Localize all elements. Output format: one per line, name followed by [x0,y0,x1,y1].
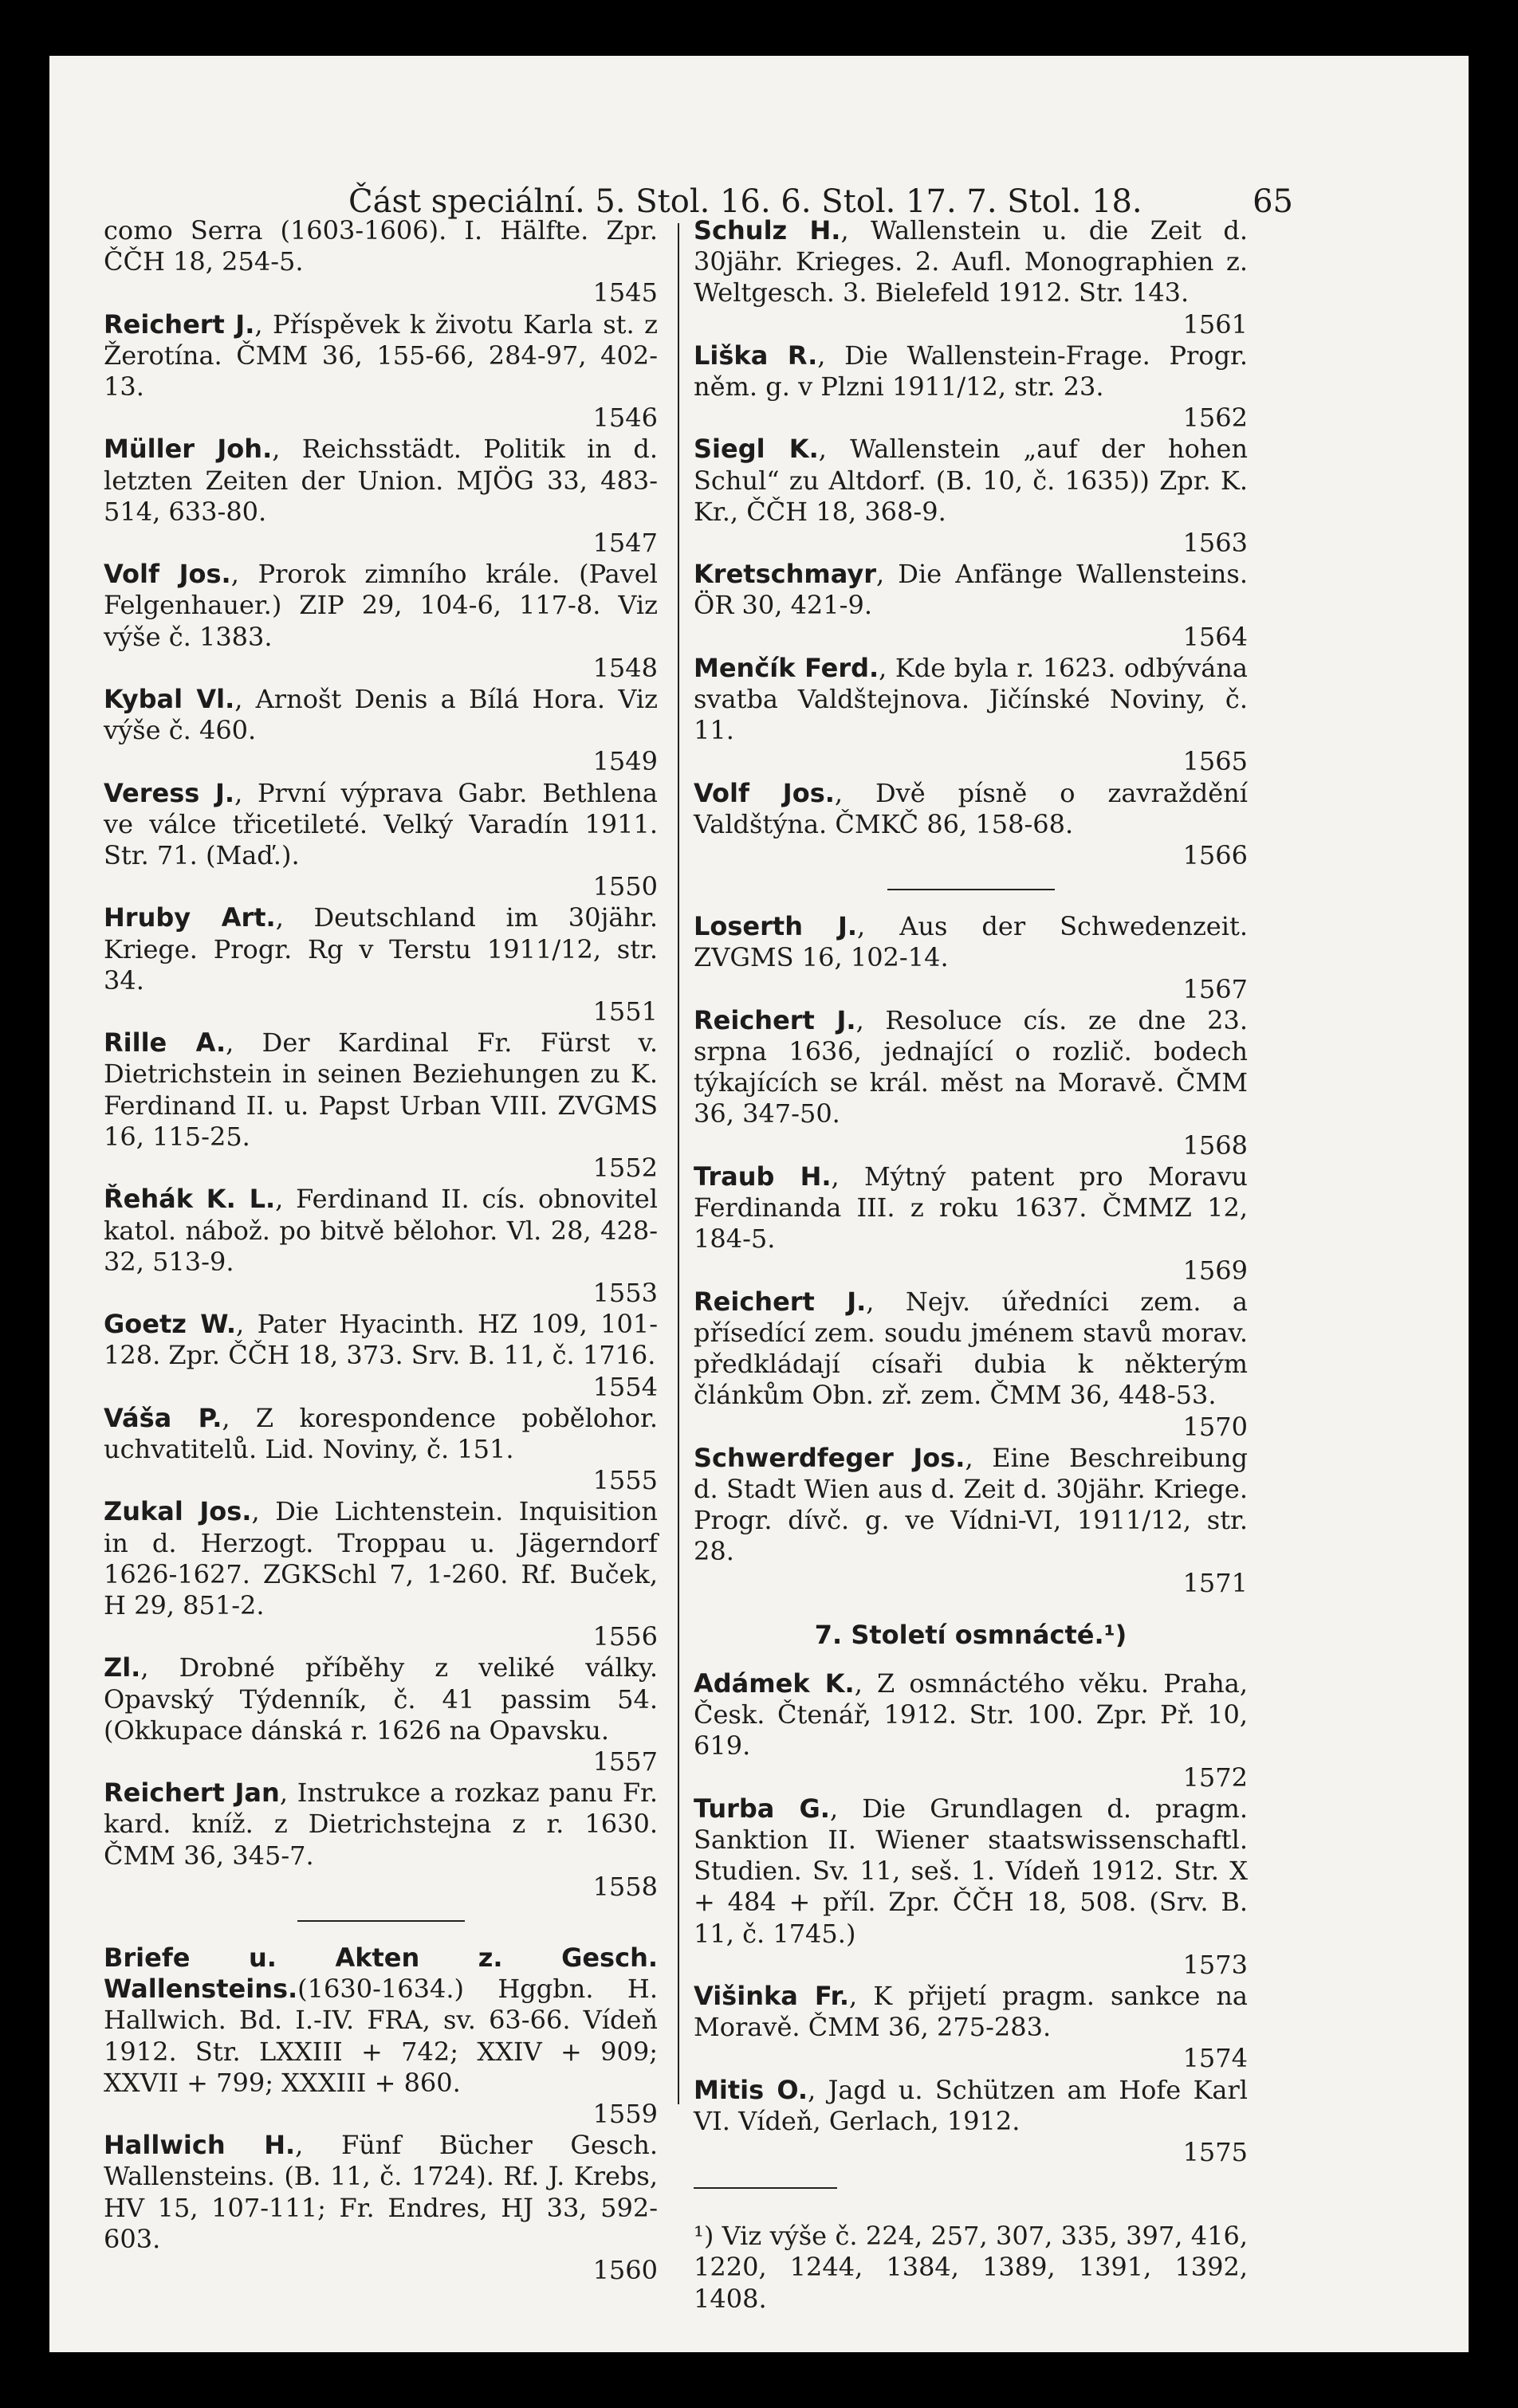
author-name: Hallwich H. [104,2130,296,2161]
entry-1570: Reichert J., Nejv. úředníci zem. a přísedící zem. soudu jménem stavů morav. předkládají císaři dubia k některým článkům Obn. zř. zem. ČMM 36, 448-53. 1570 [694,1286,1249,1442]
footnote: ¹) Viz výše č. 224, 257, 307, 335, 397, 416, 1220, 1244, 1384, 1389, 1391, 1392, 1408. [694,2221,1248,2314]
author-name: Traub H. [694,1161,832,1192]
author-name: Zl. [104,1652,141,1683]
entry-number: 1556 [592,1621,658,1652]
entry-1551: Hruby Art., Deutschland im 30jähr. Kriege. Progr. Rg v Terstu 1911/12, str. 34. 1551 [104,902,659,1027]
entry-1558: Reichert Jan, Instrukce a rozkaz panu Fr. kard. kníž. z Dietrichstejna z r. 1630. ČMM 36, 345-7. 1558 [104,1778,659,1902]
author-name: Turba G. [694,1793,830,1824]
author-name: Schulz H. [694,215,841,246]
entry-1562: Liška R., Die Wallenstein-Frage. Progr. něm. g. v Plzni 1911/12, str. 23. 1562 [694,340,1249,434]
entry-number: 1568 [1182,1129,1248,1161]
entry-1575: Mitis O., Jagd u. Schützen am Hofe Karl VI. Vídeň, Gerlach, 1912. 1575 [694,2074,1249,2167]
author-name: Višinka Fr. [694,1980,850,2011]
entry-1553: Řehák K. L., Ferdinand II. cís. obnovitel katol. nábož. po bitvě bělohor. Vl. 28, 428-32, 513-9. 1553 [104,1184,659,1308]
author-name: Reichert J. [104,308,255,340]
entry-1568: Reichert J., Resoluce cís. ze dne 23. srpna 1636, jednající o rozlič. bodech týkajících se král. měst na Moravě. ČMM 36, 347-50. 1568 [694,1004,1249,1161]
entry-1561: Schulz H., Wallenstein u. die Zeit d. 30jähr. Krieges. 2. Aufl. Monographien z. Weltgesch. 3. Bielefeld 1912. Str. 143. 1561 [694,215,1249,340]
entry-1571: Schwerdfeger Jos., Eine Beschreibung d. Stadt Wien aus d. Zeit d. 30jähr. Kriege. Progr. dívč. g. ve Vídni-VI, 1911/12, str. 28. 1571 [694,1442,1249,1598]
author-name: Reichert Jan [104,1778,280,1809]
section-heading: 7. Století osmnácté.¹) [814,1619,1127,1650]
entry-number: 1560 [592,2255,658,2285]
entry-number: 1550 [592,871,658,902]
entry-1560: Hallwich H., Fünf Bücher Gesch. Wallensteins. (B. 11, č. 1724). Rf. J. Krebs, HV 15, 107-111; Fr. Endres, HJ 33, 592-603. 1560 [104,2130,659,2285]
entry-1557: Zl., Drobné příběhy z veliké války. Opavský Týdenník, č. 41 passim 54. (Okkupace dánská r. 1626 na Opavsku. 1557 [104,1652,658,1777]
entry-1567: Loserth J., Aus der Schwedenzeit. ZVGMS 16, 102-14. 1567 [694,911,1249,1004]
page-number: 65 [1253,183,1293,220]
entry-number: 1552 [592,1153,658,1184]
right-column [694,215,1248,2340]
entry-number: 1571 [1182,1567,1248,1598]
entry-number: 1562 [1182,403,1248,434]
entry-number: 1574 [1182,2043,1248,2074]
entry-number: 1565 [1182,746,1248,777]
entry-number: 1554 [592,1371,658,1402]
entry-number: 1564 [1182,621,1248,652]
entry-number: 1572 [1182,1762,1248,1793]
entry-1565: Menčík Ferd., Kde byla r. 1623. odbývána svatba Valdštejnova. Jičínské Noviny, č. 11. 1565 [694,652,1248,777]
entry-1573: Turba G., Die Grundlagen d. pragm. Sanktion II. Wiener staatswissenschaftl. Studien. Sv. 11, seš. 1. Vídeň 1912. Str. X + 484 + příl. Zpr. ČČH 18, 508. (Srv. B. 11, č. 1745.) 1573 [694,1793,1249,1980]
author-name: Menčík Ferd. [694,652,879,683]
author-name: Reichert J. [694,1286,867,1317]
entry-number: 1570 [1182,1411,1248,1442]
author-name: Hruby Art. [104,902,276,933]
author-name: Mitis O. [694,2074,808,2105]
entry-number: 1549 [592,746,658,777]
entry-number: 1551 [592,996,658,1027]
entry-number: 1561 [1182,308,1248,340]
entry-1548: Volf Jos., Prorok zimního krále. (Pavel Felgenhauer.) ZIP 29, 104-6, 117-8. Viz výše č. 1383. 1548 [104,559,659,683]
author-name: Kretschmayr [694,559,876,590]
entry-1564: Kretschmayr, Die Anfänge Wallensteins. ÖR 30, 421-9. 1564 [694,559,1248,652]
entry-1566: Volf Jos., Dvě písně o zavraždění Valdštýna. ČMKČ 86, 158-68. 1566 [694,777,1249,871]
entry-number: 1559 [592,2098,658,2129]
author-name: Goetz W. [104,1309,237,1340]
author-name: Váša P. [104,1402,222,1433]
author-name: Reichert J. [694,1004,856,1035]
entry-number: 1558 [592,1871,658,1902]
entry-1546: Reichert J., Příspěvek k životu Karla st. z Žerotína. ČMM 36, 155-66, 284-97, 402-13. 1546 [104,308,659,434]
entry-number: 1546 [592,403,658,434]
author-name: Müller Joh. [104,434,273,465]
author-name: Kybal Vl. [104,684,235,715]
author-name: Loserth J. [694,911,858,942]
entry-1572: Adámek K., Z osmnáctého věku. Praha, Česk. Čtenář, 1912. Str. 100. Zpr. Př. 10, 619. 1572 [694,1668,1249,1793]
entry-number: 1566 [1182,840,1248,871]
entry-number: 1555 [592,1465,658,1496]
entry-1549: Kybal Vl., Arnošt Denis a Bílá Hora. Viz výše č. 460. 1549 [104,684,658,777]
author-name: Adámek K. [694,1668,855,1699]
entry-number: 1545 [592,277,658,308]
section-separator [887,889,1055,890]
section-separator [297,1920,465,1922]
entry-1545: como Serra (1603-1606). I. Hälfte. Zpr. ČČH 18, 254-5. 1545 [104,215,658,308]
entry-number: 1547 [592,528,658,559]
entry-number: 1573 [1182,1949,1248,1980]
entry-number: 1569 [1182,1255,1248,1286]
entry-1563: Siegl K., Wallenstein „auf der hohen Schul“ zu Altdorf. (B. 10, č. 1635)) Zpr. K. Kr., ČČH 18, 368-9. 1563 [694,434,1249,559]
author-name: Briefe u. Akten z. Gesch. Wallensteins. [104,1942,658,2005]
entry-1559: Briefe u. Akten z. Gesch. Wallensteins.(1630-1634.) Hggbn. H. Hallwich. Bd. I.-IV. FRA, sv. 63-66. Vídeň 1912. Str. LXXIII + 742; XXIV + 909; XXVII + 799; XXXIII + 860. 1559 [104,1942,658,2129]
entry-number: 1567 [1182,973,1248,1004]
author-name: Schwerdfeger Jos. [694,1442,965,1473]
entry-number: 1563 [1182,528,1248,559]
entry-1554: Goetz W., Pater Hyacinth. HZ 109, 101-128. Zpr. ČČH 18, 373. Srv. B. 11, č. 1716. 1554 [104,1309,659,1402]
author-name: Zukal Jos. [104,1496,252,1527]
entry-1547: Müller Joh., Reichsstädt. Politik in d. letzten Zeiten der Union. MJÖG 33, 483-514, 633-80. 1547 [104,434,659,559]
author-name: Veress J. [104,777,235,808]
footnote-rule [694,2187,837,2195]
entry-number: 1557 [592,1746,658,1777]
author-name: Volf Jos. [104,559,231,590]
author-name: Siegl K. [694,434,819,465]
author-name: Volf Jos. [694,777,835,808]
entry-1556: Zukal Jos., Die Lichtenstein. Inquisition in d. Herzogt. Troppau u. Jägerndorf 1626-1627. ZGKSchl 7, 1-260. Rf. Buček, H 29, 851-2. 1556 [104,1496,658,1652]
entry-1555: Váša P., Z korespondence pobělohor. uchvatitelů. Lid. Noviny, č. 151. 1555 [104,1402,659,1496]
entry-1569: Traub H., Mýtný patent pro Moravu Ferdinanda III. z roku 1637. ČMMZ 12, 184-5. 1569 [694,1161,1249,1286]
column-divider [678,223,679,2104]
entry-1550: Veress J., První výprava Gabr. Bethlena ve válce třicetileté. Velký Varadín 1911. Str. 71. (Maď.). 1550 [104,777,659,902]
author-name: Rille A. [104,1027,226,1059]
author-name: Řehák K. L. [104,1184,276,1215]
left-column [104,215,658,2286]
entry-1574: Višinka Fr., K přijetí pragm. sankce na Moravě. ČMM 36, 275-283. 1574 [694,1980,1249,2074]
running-title: Část speciální. 5. Stol. 16. 6. Stol. 17. 7. Stol. 18. [348,183,1142,220]
author-name: Liška R. [694,340,818,371]
entry-number: 1575 [1182,2136,1248,2167]
entry-number: 1553 [592,1277,658,1308]
entry-number: 1548 [592,652,658,683]
entry-1552: Rille A., Der Kardinal Fr. Fürst v. Dietrichstein in seinen Beziehungen zu K. Ferdinand II. u. Papst Urban VIII. ZVGMS 16, 115-25. 1552 [104,1027,659,1184]
